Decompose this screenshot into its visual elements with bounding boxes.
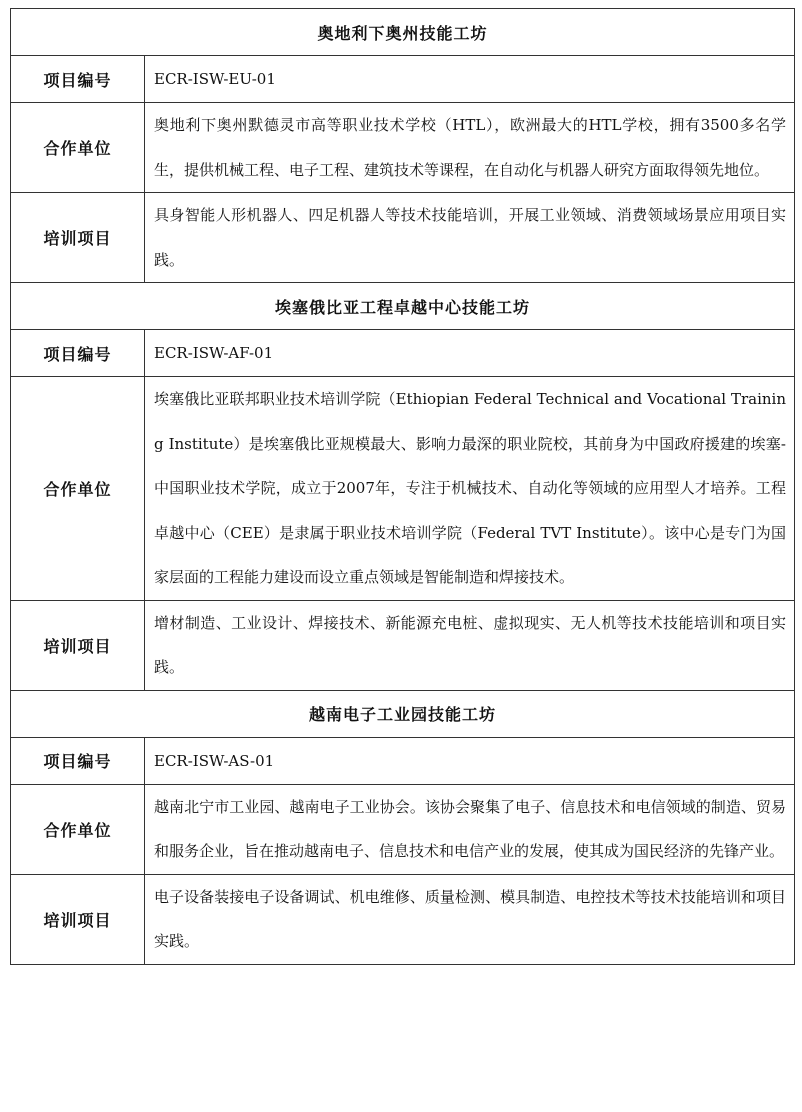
training-row: [11, 600, 795, 690]
training-label: 培训项目: [11, 600, 145, 690]
section-title: 越南电子工业园技能工坊: [11, 690, 795, 737]
workshop-table: [10, 8, 795, 965]
training-value: 增材制造、工业设计、焊接技术、新能源充电桩、虚拟现实、无人机等技术技能培训和项目实践。: [145, 600, 795, 690]
section-title-row: [11, 283, 795, 330]
project-code-row: [11, 737, 795, 784]
training-label: 培训项目: [11, 874, 145, 964]
training-label: 培训项目: [11, 193, 145, 283]
partner-value: 越南北宁市工业园、越南电子工业协会。该协会聚集了电子、信息技术和电信领域的制造、贸易和服务企业，旨在推动越南电子、信息技术和电信产业的发展，使其成为国民经济的先锋产业。: [145, 784, 795, 874]
project-code-label: 项目编号: [11, 737, 145, 784]
training-value: 电子设备装接电子设备调试、机电维修、质量检测、模具制造、电控技术等技术技能培训和项目实践。: [145, 874, 795, 964]
training-row: [11, 874, 795, 964]
project-code-row: [11, 56, 795, 103]
section-title: 奥地利下奥州技能工坊: [11, 9, 795, 56]
partner-row: [11, 784, 795, 874]
partner-label: 合作单位: [11, 377, 145, 601]
partner-label: 合作单位: [11, 103, 145, 193]
project-code-label: 项目编号: [11, 330, 145, 377]
partner-value: 奥地利下奥州默德灵市高等职业技术学校（HTL），欧洲最大的HTL学校，拥有3500多名学生，提供机械工程、电子工程、建筑技术等课程，在自动化与机器人研究方面取得领先地位。: [145, 103, 795, 193]
training-value: 具身智能人形机器人、四足机器人等技术技能培训，开展工业领域、消费领域场景应用项目实践。: [145, 193, 795, 283]
section-title-row: [11, 9, 795, 56]
project-code-label: 项目编号: [11, 56, 145, 103]
partner-row: [11, 103, 795, 193]
project-code-row: [11, 330, 795, 377]
project-code-value: ECR-ISW-AF-01: [145, 330, 795, 377]
project-code-value: ECR-ISW-AS-01: [145, 737, 795, 784]
partner-value: 埃塞俄比亚联邦职业技术培训学院（Ethiopian Federal Technical and Vocational Training Institute）是埃塞俄比亚规模最大、影响力最深的职业院校，其前身为中国政府援建的埃塞-中国职业技术学院，成立于2007年，专注于机械技术、自动化等领域的应用型人才培养。工程卓越中心（CEE）是隶属于职业技术培训学院（Federal TVT Institute）。该中心是专门为国家层面的工程能力建设而设立重点领域是智能制造和焊接技术。: [145, 377, 795, 601]
section-title: 埃塞俄比亚工程卓越中心技能工坊: [11, 283, 795, 330]
section-title-row: [11, 690, 795, 737]
partner-row: [11, 377, 795, 601]
project-code-value: ECR-ISW-EU-01: [145, 56, 795, 103]
partner-label: 合作单位: [11, 784, 145, 874]
training-row: [11, 193, 795, 283]
